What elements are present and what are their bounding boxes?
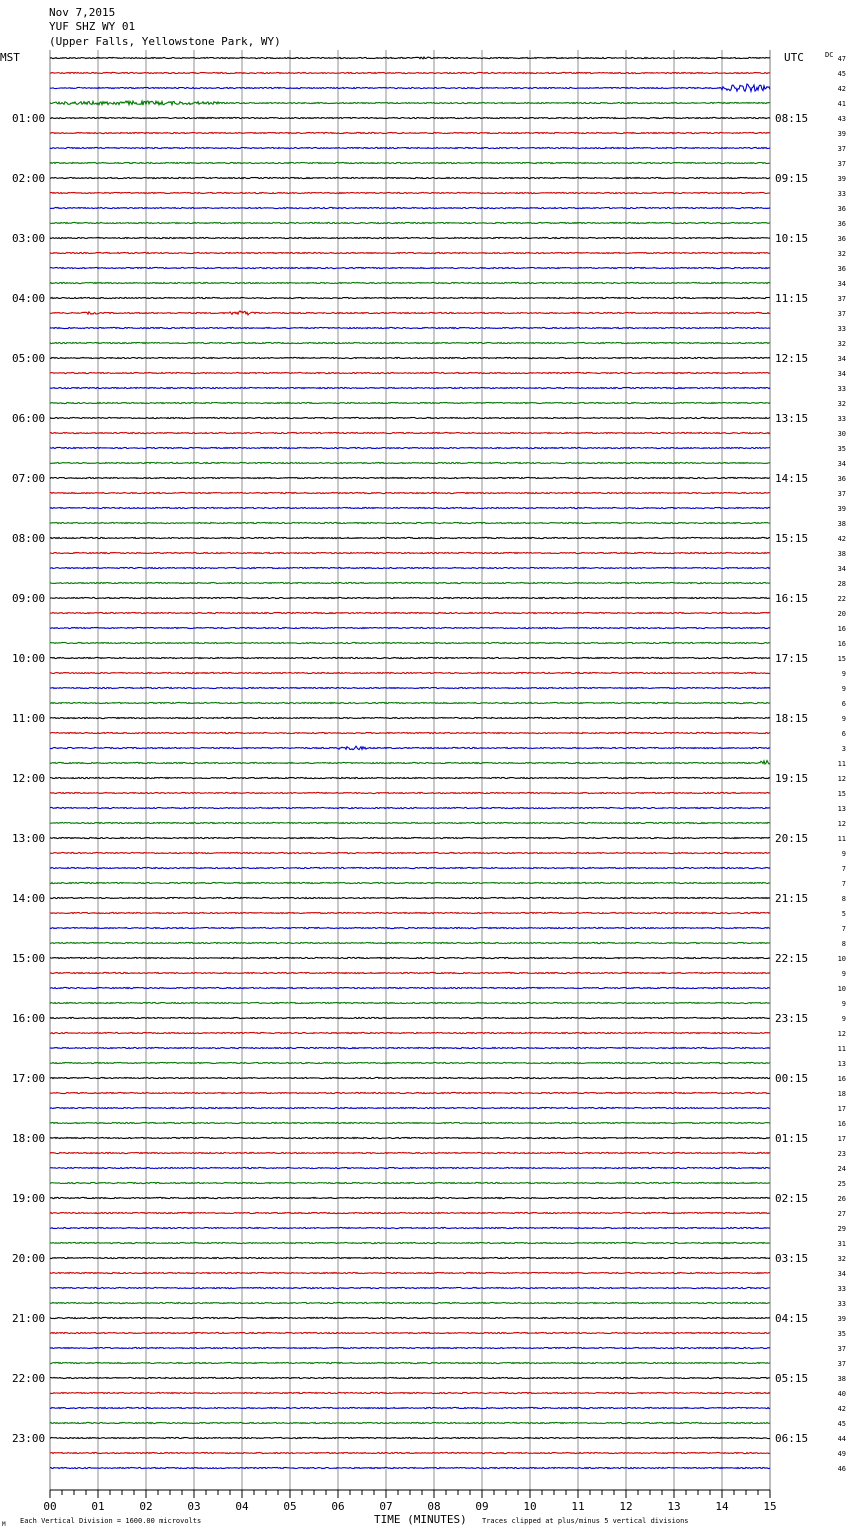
trace-line — [50, 282, 770, 283]
x-tick-label: 14 — [715, 1500, 729, 1513]
trace-line — [50, 1137, 770, 1138]
trace-line — [50, 1332, 770, 1333]
dc-offset-label: 40 — [837, 1390, 846, 1398]
scale-note: Each Vertical Division = 1600.00 microvolts — [20, 1517, 202, 1525]
trace-line — [50, 761, 770, 764]
dc-offset-label: 36 — [837, 220, 846, 228]
dc-offset-label: 9 — [841, 685, 846, 693]
dc-offset-label: 39 — [837, 175, 846, 183]
utc-hour-label: 04:15 — [775, 1312, 809, 1325]
trace-line — [50, 327, 770, 328]
dc-offset-label: 15 — [837, 655, 846, 663]
dc-offset-label: 26 — [837, 1195, 846, 1203]
dc-offset-label: 39 — [837, 505, 846, 513]
dc-offset-label: 32 — [837, 250, 846, 258]
dc-offset-label: 9 — [841, 1000, 846, 1008]
trace-line — [50, 837, 770, 838]
dc-offset-label: 35 — [837, 1330, 846, 1338]
dc-offset-label: 49 — [837, 1450, 846, 1458]
dc-offset-label: 37 — [837, 1345, 846, 1353]
trace-line — [50, 177, 770, 178]
dc-offset-label: 39 — [837, 130, 846, 138]
dc-offset-label: 32 — [837, 1255, 846, 1263]
trace-line — [50, 147, 770, 148]
trace-line — [50, 1182, 770, 1183]
clip-note: Traces clipped at plus/minus 5 vertical divisions — [482, 1517, 689, 1525]
trace-line — [50, 1437, 770, 1438]
trace-line — [50, 1287, 770, 1288]
mst-hour-label: 16:00 — [12, 1012, 46, 1025]
dc-offset-label: 11 — [837, 760, 846, 768]
trace-line — [50, 132, 770, 133]
trace-line — [50, 1362, 770, 1363]
dc-offset-label: 45 — [837, 70, 846, 78]
left-timezone-label: MST — [0, 51, 20, 64]
utc-hour-label: 20:15 — [775, 832, 809, 845]
x-tick-label: 10 — [523, 1500, 537, 1513]
mst-hour-label: 06:00 — [12, 412, 46, 425]
dc-offset-label: 34 — [837, 460, 846, 468]
trace-line — [50, 1242, 770, 1243]
mst-hour-label: 13:00 — [12, 832, 46, 845]
dc-offset-label: 34 — [837, 1270, 846, 1278]
trace-line — [50, 492, 770, 493]
dc-offset-label: 11 — [837, 835, 846, 843]
x-tick-label: 05 — [283, 1500, 297, 1513]
x-tick-label: 13 — [667, 1500, 681, 1513]
trace-line — [50, 642, 770, 643]
dc-offset-label: 34 — [837, 280, 846, 288]
trace-line — [50, 387, 770, 388]
trace-line — [50, 552, 770, 553]
trace-line — [50, 1422, 770, 1423]
mst-hour-label: 12:00 — [12, 772, 46, 785]
trace-line — [50, 1317, 770, 1318]
trace-line — [50, 1032, 770, 1033]
dc-offset-label: 7 — [841, 865, 846, 873]
trace-line — [50, 237, 770, 238]
dc-offset-label: 46 — [837, 1465, 846, 1473]
utc-hour-label: 17:15 — [775, 652, 809, 665]
trace-line — [50, 522, 770, 523]
trace-line — [50, 1167, 770, 1168]
x-tick-label: 09 — [475, 1500, 489, 1513]
mst-hour-label: 21:00 — [12, 1312, 46, 1325]
utc-hour-label: 03:15 — [775, 1252, 809, 1265]
dc-offset-label: 8 — [841, 895, 846, 903]
x-tick-label: 07 — [379, 1500, 393, 1513]
dc-offset-label: 34 — [837, 355, 846, 363]
trace-line — [50, 1047, 770, 1048]
mst-hour-label: 17:00 — [12, 1072, 46, 1085]
trace-line — [50, 1107, 770, 1108]
dc-offset-label: 17 — [837, 1105, 846, 1113]
dc-offset-label: 39 — [837, 1315, 846, 1323]
trace-line — [50, 1227, 770, 1228]
dc-offset-label: 29 — [837, 1225, 846, 1233]
header-location: (Upper Falls, Yellowstone Park, WY) — [49, 35, 281, 48]
dc-offset-label: 37 — [837, 310, 846, 318]
dc-offset-label: 9 — [841, 1015, 846, 1023]
trace-line — [50, 1302, 770, 1303]
dc-offset-label: 13 — [837, 805, 846, 813]
x-tick-label: 00 — [43, 1500, 57, 1513]
mst-hour-label: 09:00 — [12, 592, 46, 605]
dc-offset-label: 3 — [841, 745, 846, 753]
dc-offset-label: 11 — [837, 1045, 846, 1053]
dc-offset-label: 27 — [837, 1210, 846, 1218]
dc-offset-label: 37 — [837, 295, 846, 303]
utc-hour-label: 14:15 — [775, 472, 809, 485]
utc-hour-label: 22:15 — [775, 952, 809, 965]
x-tick-label: 08 — [427, 1500, 441, 1513]
trace-line — [50, 1152, 770, 1153]
utc-hour-label: 15:15 — [775, 532, 809, 545]
trace-line — [50, 822, 770, 823]
dc-offset-label: 47 — [837, 55, 846, 63]
trace-line — [50, 807, 770, 808]
dc-offset-label: 38 — [837, 1375, 846, 1383]
dc-offset-label: 30 — [837, 430, 846, 438]
trace-line — [50, 402, 770, 403]
dc-offset-label: 22 — [837, 595, 846, 603]
utc-hour-label: 00:15 — [775, 1072, 809, 1085]
trace-line — [50, 84, 770, 91]
dc-offset-label: 42 — [837, 85, 846, 93]
utc-hour-label: 02:15 — [775, 1192, 809, 1205]
trace-line — [50, 957, 770, 958]
dc-offset-label: 33 — [837, 1300, 846, 1308]
dc-offset-label: 7 — [841, 880, 846, 888]
trace-line — [50, 447, 770, 448]
trace-line — [50, 372, 770, 373]
trace-line — [50, 57, 770, 59]
dc-offset-label: 8 — [841, 940, 846, 948]
trace-line — [50, 1212, 770, 1213]
x-tick-label: 02 — [139, 1500, 153, 1513]
mst-hour-label: 22:00 — [12, 1372, 46, 1385]
trace-line — [50, 717, 770, 718]
dc-offset-label: 31 — [837, 1240, 846, 1248]
dc-offset-label: 15 — [837, 790, 846, 798]
dc-offset-label: 28 — [837, 580, 846, 588]
dc-offset-label: 16 — [837, 1075, 846, 1083]
mst-hour-label: 01:00 — [12, 112, 46, 125]
corner-mark: M — [2, 1521, 6, 1528]
x-tick-label: 11 — [571, 1500, 585, 1513]
dc-offset-label: 41 — [837, 100, 846, 108]
x-tick-label: 03 — [187, 1500, 201, 1513]
trace-line — [50, 746, 770, 750]
trace-line — [50, 192, 770, 193]
trace-line — [50, 657, 770, 658]
utc-hour-label: 10:15 — [775, 232, 809, 245]
dc-offset-label: 6 — [841, 700, 846, 708]
trace-line — [50, 267, 770, 268]
trace-line — [50, 207, 770, 208]
dc-offset-label: 32 — [837, 340, 846, 348]
trace-line — [50, 1077, 770, 1078]
trace-line — [50, 627, 770, 628]
dc-offset-label: 12 — [837, 1030, 846, 1038]
mst-hour-label: 15:00 — [12, 952, 46, 965]
dc-offset-label: 42 — [837, 1405, 846, 1413]
trace-line — [50, 867, 770, 868]
header-date: Nov 7,2015 — [49, 6, 116, 19]
dc-offset-label: 17 — [837, 1135, 846, 1143]
dc-offset-label: 34 — [837, 370, 846, 378]
x-axis-title: TIME (MINUTES) — [374, 1513, 467, 1526]
trace-line — [50, 1392, 770, 1393]
dc-offset-label: 9 — [841, 715, 846, 723]
trace-line — [50, 72, 770, 73]
dc-offset-label: 33 — [837, 190, 846, 198]
trace-line — [50, 972, 770, 973]
trace-line — [50, 1467, 770, 1468]
dc-offset-label: 33 — [837, 325, 846, 333]
dc-offset-label: 13 — [837, 1060, 846, 1068]
trace-line — [50, 882, 770, 883]
header-station: YUF SHZ WY 01 — [49, 20, 136, 33]
utc-hour-label: 18:15 — [775, 712, 809, 725]
trace-line — [50, 777, 770, 778]
mst-hour-label: 07:00 — [12, 472, 46, 485]
dc-offset-label: 10 — [837, 955, 846, 963]
trace-line — [50, 732, 770, 733]
mst-hour-label: 03:00 — [12, 232, 46, 245]
utc-hour-label: 08:15 — [775, 112, 809, 125]
trace-line — [50, 357, 770, 358]
dc-offset-label: 45 — [837, 1420, 846, 1428]
trace-line — [50, 1122, 770, 1123]
dc-offset-label: 36 — [837, 205, 846, 213]
trace-line — [50, 297, 770, 298]
utc-hour-label: 19:15 — [775, 772, 809, 785]
dc-offset-label: 16 — [837, 1120, 846, 1128]
utc-hour-label: 16:15 — [775, 592, 809, 605]
dc-offset-label: 37 — [837, 1360, 846, 1368]
trace-line — [50, 1017, 770, 1018]
trace-line — [50, 1377, 770, 1378]
trace-line — [50, 897, 770, 898]
trace-line — [50, 792, 770, 793]
trace-line — [50, 987, 770, 988]
dc-offset-label: 7 — [841, 925, 846, 933]
dc-offset-label: 32 — [837, 400, 846, 408]
trace-line — [50, 567, 770, 568]
dc-offset-label: 6 — [841, 730, 846, 738]
trace-line — [50, 1197, 770, 1198]
dc-offset-label: 37 — [837, 145, 846, 153]
dc-offset-label: 16 — [837, 625, 846, 633]
dc-offset-label: 36 — [837, 475, 846, 483]
dc-offset-label: 20 — [837, 610, 846, 618]
dc-offset-label: 25 — [837, 1180, 846, 1188]
dc-offset-label: 24 — [837, 1165, 846, 1173]
dc-offset-label: 9 — [841, 670, 846, 678]
dc-offset-label: 44 — [837, 1435, 846, 1443]
trace-line — [50, 117, 770, 118]
trace-line — [50, 462, 770, 463]
mst-hour-label: 19:00 — [12, 1192, 46, 1205]
dc-offset-label: 33 — [837, 415, 846, 423]
trace-line — [50, 912, 770, 913]
utc-hour-label: 13:15 — [775, 412, 809, 425]
trace-line — [50, 507, 770, 508]
trace-line — [50, 942, 770, 943]
x-tick-label: 12 — [619, 1500, 633, 1513]
trace-line — [50, 1002, 770, 1003]
trace-line — [50, 852, 770, 853]
mst-hour-label: 10:00 — [12, 652, 46, 665]
mst-hour-label: 14:00 — [12, 892, 46, 905]
dc-offset-label: 38 — [837, 520, 846, 528]
dc-offset-label: 9 — [841, 970, 846, 978]
dc-offset-labels — [838, 55, 846, 1473]
dc-offset-label: 37 — [837, 490, 846, 498]
utc-hour-label: 01:15 — [775, 1132, 809, 1145]
dc-offset-label: 33 — [837, 1285, 846, 1293]
trace-line — [50, 222, 770, 223]
dc-offset-label: 43 — [837, 115, 846, 123]
trace-line — [50, 702, 770, 703]
dc-offset-label: 12 — [837, 820, 846, 828]
trace-line — [50, 1092, 770, 1093]
trace-line — [50, 1062, 770, 1063]
x-tick-label: 15 — [763, 1500, 777, 1513]
dc-offset-label: 5 — [841, 910, 846, 918]
mst-hour-label: 05:00 — [12, 352, 46, 365]
trace-line — [50, 597, 770, 598]
dc-offset-label: 37 — [837, 160, 846, 168]
trace-line — [50, 612, 770, 613]
dc-offset-label: 42 — [837, 535, 846, 543]
dc-offset-label: 23 — [837, 1150, 846, 1158]
trace-line — [50, 101, 770, 105]
dc-offset-label: 34 — [837, 565, 846, 573]
mst-hour-label: 02:00 — [12, 172, 46, 185]
trace-line — [50, 672, 770, 673]
dc-offset-label: 38 — [837, 550, 846, 558]
trace-line — [50, 1257, 770, 1258]
trace-line — [50, 687, 770, 688]
trace-line — [50, 582, 770, 583]
dc-offset-label: 9 — [841, 850, 846, 858]
mst-hour-label: 11:00 — [12, 712, 46, 725]
mst-hour-labels — [12, 112, 45, 1445]
trace-line — [50, 252, 770, 253]
trace-lines — [50, 57, 770, 1469]
utc-hour-label: 11:15 — [775, 292, 809, 305]
right-timezone-label: UTC — [784, 51, 804, 64]
dc-header-label: DC — [825, 51, 834, 59]
mst-hour-label: 08:00 — [12, 532, 46, 545]
dc-offset-label: 35 — [837, 445, 846, 453]
dc-offset-label: 10 — [837, 985, 846, 993]
mst-hour-label: 04:00 — [12, 292, 46, 305]
minute-gridlines — [50, 50, 770, 1490]
trace-line — [50, 432, 770, 433]
utc-hour-label: 21:15 — [775, 892, 809, 905]
mst-hour-label: 18:00 — [12, 1132, 46, 1145]
dc-offset-label: 18 — [837, 1090, 846, 1098]
utc-hour-label: 06:15 — [775, 1432, 809, 1445]
utc-hour-label: 09:15 — [775, 172, 809, 185]
x-tick-label: 01 — [91, 1500, 105, 1513]
utc-hour-label: 05:15 — [775, 1372, 809, 1385]
x-tick-label: 06 — [331, 1500, 345, 1513]
trace-line — [50, 1347, 770, 1348]
utc-hour-labels — [775, 112, 808, 1445]
time-axis — [43, 1490, 776, 1513]
trace-line — [50, 1272, 770, 1273]
trace-line — [50, 477, 770, 478]
trace-line — [50, 927, 770, 928]
x-tick-label: 04 — [235, 1500, 249, 1513]
dc-offset-label: 36 — [837, 235, 846, 243]
dc-offset-label: 36 — [837, 265, 846, 273]
dc-offset-label: 16 — [837, 640, 846, 648]
trace-line — [50, 1452, 770, 1453]
trace-line — [50, 417, 770, 418]
trace-line — [50, 162, 770, 163]
dc-offset-label: 12 — [837, 775, 846, 783]
trace-line — [50, 311, 770, 315]
trace-line — [50, 537, 770, 538]
trace-line — [50, 1407, 770, 1408]
mst-hour-label: 23:00 — [12, 1432, 46, 1445]
trace-line — [50, 342, 770, 343]
mst-hour-label: 20:00 — [12, 1252, 46, 1265]
utc-hour-label: 23:15 — [775, 1012, 809, 1025]
dc-offset-label: 33 — [837, 385, 846, 393]
utc-hour-label: 12:15 — [775, 352, 809, 365]
